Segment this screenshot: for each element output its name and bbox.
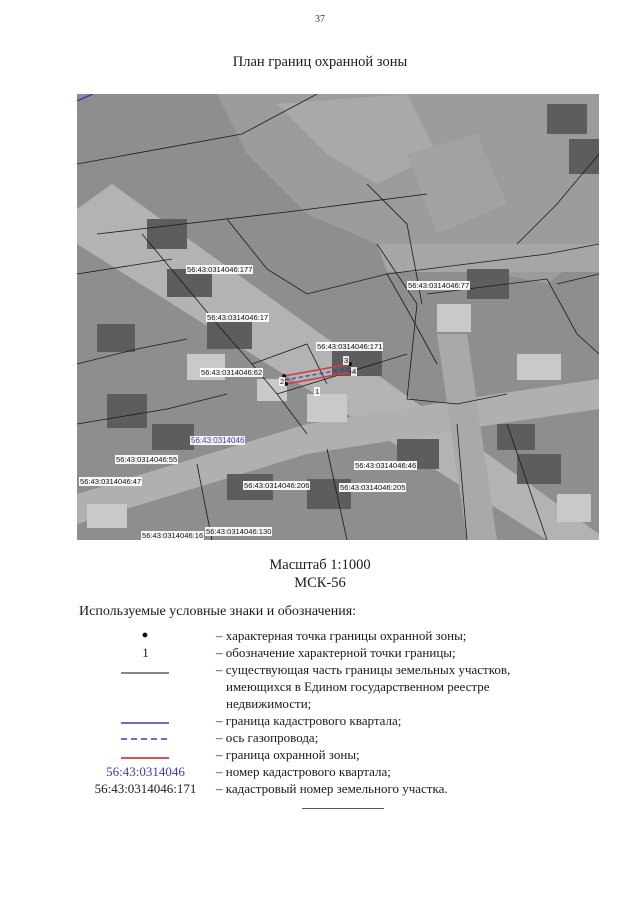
legend-desc: – кадастровый номер земельного участка.	[216, 781, 448, 796]
point-number-symbol: 1	[142, 645, 149, 660]
legend-desc: – граница охранной зоны;	[216, 747, 360, 762]
legend-desc: – обозначение характерной точки границы;	[216, 645, 456, 660]
parcel-label: 56:43:0314046:206	[244, 481, 310, 490]
parcel-label: 56:43:0314046:62	[201, 368, 263, 377]
cadastral-map	[77, 94, 599, 540]
parcel-label: 56:43:0314046:130	[206, 527, 272, 536]
parcel-label: 56:43:0314046:77	[408, 281, 470, 290]
parcel-label: 56:43:0314046:47	[80, 477, 142, 486]
scale-text: Масштаб 1:1000	[269, 557, 371, 573]
quarter-number-sample: 56:43:0314046	[106, 764, 185, 779]
parcel-label: 56:43:0314046:177	[187, 265, 253, 274]
end-divider	[302, 808, 384, 809]
parcel-label: 56:43:0314046:46	[355, 461, 417, 470]
parcel-label: 56:43:0314046:16	[142, 531, 204, 540]
legend-desc: – номер кадастрового квартала;	[216, 764, 391, 779]
legend-desc	[216, 661, 556, 712]
parcel-label: 56:43:0314046:171	[317, 342, 383, 351]
legend-item	[79, 661, 559, 712]
legend-item	[79, 729, 559, 746]
legend-desc-line: – существующая часть границы земельных участков,	[216, 662, 511, 677]
page-number: 37	[315, 14, 325, 25]
legend-item	[79, 780, 559, 797]
parcel-label: 56:43:0314046:205	[340, 483, 406, 492]
legend-desc-line: недвижимости;	[226, 696, 312, 711]
legend-item	[79, 644, 559, 661]
page-title: План границ охранной зоны	[232, 54, 408, 70]
scale-block	[0, 556, 640, 592]
legend-desc: – характерная точка границы охранной зоны;	[216, 628, 467, 643]
crs-text: МСК-56	[294, 575, 346, 591]
boundary-point-label: 3	[344, 356, 349, 365]
legend-item	[79, 712, 559, 729]
boundary-point-label: 4	[352, 367, 357, 376]
black-line-icon	[79, 661, 212, 681]
parcel-number-sample: 56:43:0314046:171	[94, 781, 197, 796]
legend-item	[79, 763, 559, 780]
satellite-image	[77, 94, 599, 540]
point-dot-icon	[79, 627, 212, 644]
parcel-label: 56:43:0314046:17	[207, 313, 269, 322]
parcel-label: 56:43:0314046:55	[116, 455, 178, 464]
legend-desc: – граница кадастрового квартала;	[216, 713, 402, 728]
legend-desc: – ось газопровода;	[216, 730, 319, 745]
legend-item	[79, 627, 559, 644]
boundary-point-label: 2	[280, 377, 285, 386]
boundary-point-label: 1	[315, 387, 320, 396]
quarter-label: 56:43:0314046	[191, 436, 245, 445]
legend-item	[79, 746, 559, 763]
legend-desc-line: имеющихся в Едином государственном реестре	[226, 679, 490, 694]
legend-title: Используемые условные знаки и обозначения:	[79, 604, 357, 619]
